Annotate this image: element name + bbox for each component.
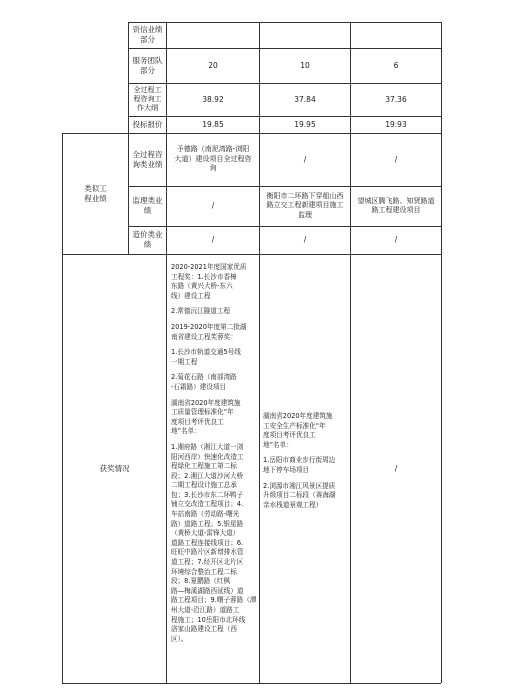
award-paragraph: 2.常德沅江隧道工程 <box>171 307 231 316</box>
service-team-value: 6 <box>393 60 399 70</box>
cost-value: / <box>394 235 398 244</box>
award-paragraph: 2.菊花石路（南部湾路 -石霜路）建设项目 <box>171 373 237 391</box>
supervision-label: 监理类业 绩 <box>132 196 163 215</box>
bid-quote-value: 19.93 <box>385 119 407 129</box>
award-paragraph: 1.岳阳市商业步行街周边 地下停车场项目 <box>263 456 336 474</box>
supervision-value: 望城区腾飞路、知贤路道 路工程建设项目 <box>357 196 435 214</box>
col-rule-outer-right <box>441 22 442 683</box>
full-consult-value: / <box>303 154 307 164</box>
award-paragraph: 湖南省2020年度建筑施 工安全生产标准化“年 度项目考评优良工 地”名单： <box>263 412 333 449</box>
table-top-rule <box>128 22 441 23</box>
cost-label: 造价类业 绩 <box>132 230 163 249</box>
awards-col3: / <box>394 463 398 473</box>
award-paragraph: 1.湘府路（湘江大道一浏 阳河西岸）快速化改造工 程绿化工程施工第二标 段；2.湘江大道沙河大桥 二期工程设计施工总承 包；3.长沙市东二环鸭子 铺立交改造工程项目；4. 车站南路（劳动路-曙光 路）道路工程；5.银星路 （黄桥大道-雷锋大道） 道路工程连接线项目；6. 旺旺中路片区新增排水管 道工程；7.经开区北片区 环境综合整治工程二标 段；8.夏鹏路（红枫 路—梅溪湖路西延线）道 路工程项目；9.曙子蓉路（潭 州大道-沿江路）道路工 程施工；10岳阳市北环线 洛家山路建设工程（西 区）。 <box>171 442 257 643</box>
bid-quote-value: 19.85 <box>202 119 224 129</box>
bid-quote-label: 投标报价 <box>132 119 163 129</box>
similar-projects-label: 类似工 程业绩 <box>84 183 107 203</box>
award-paragraph: 2020-2021年度国家优质 工程奖：1.长沙市香樟 东路（黄兴大桥-东六 线）建设工程 <box>171 263 247 300</box>
award-paragraph: 2.浏源市湘江风景区提质 升级项目二标段（赛海湖 亲水栈道景观工程） <box>263 481 336 509</box>
award-paragraph: 2019-2020年度第二批湖 南省建设工程芙蓉奖： <box>171 322 247 341</box>
table-bottom-rule <box>62 683 441 684</box>
full-consult-value: 予德路（南泥湾路-浏阳 大道）建设项目全过程咨 询 <box>174 145 252 173</box>
service-team-label: 服务团队 部分 <box>132 55 163 75</box>
awards-col2 <box>263 412 349 562</box>
bid-quote-value: 19.95 <box>294 119 316 129</box>
awards-col1 <box>171 263 257 681</box>
supervision-value: / <box>211 201 215 210</box>
cost-value: / <box>211 235 215 244</box>
full-consult-value: / <box>394 154 398 164</box>
award-paragraph: 湖南省2020年度建筑施 工质量管理标准化“年 度项目考评优良工 地”名单： <box>171 398 241 436</box>
credit-label: 资信业绩 部分 <box>132 25 163 44</box>
service-team-value: 20 <box>208 60 218 70</box>
award-paragraph: 1.长沙市轨道交通5号线 一期工程 <box>171 348 241 366</box>
outline-value: 37.36 <box>385 94 407 104</box>
full-consult-label: 全过程咨 询类业绩 <box>132 149 163 169</box>
outline-label: 全过程工 程咨询工 作大纲 <box>133 86 162 112</box>
service-team-value: 10 <box>300 60 310 70</box>
awards-label: 获奖情况 <box>99 463 130 473</box>
cost-value: / <box>303 235 307 244</box>
supervision-value: 衡阳市二环路下穿船山西 路立交工程新建项目施工 监理 <box>266 191 344 219</box>
outline-value: 38.92 <box>202 94 224 104</box>
outline-value: 37.84 <box>294 94 316 104</box>
